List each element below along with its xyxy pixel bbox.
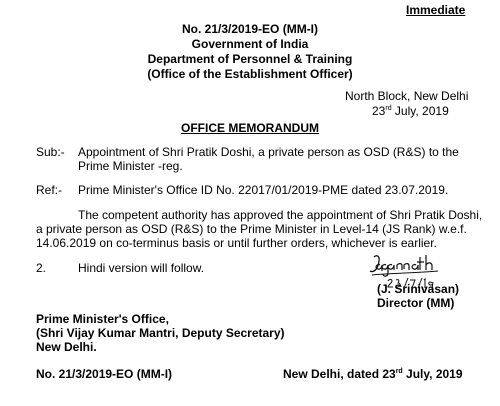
footer-date-prefix: New Delhi, dated 23 — [283, 367, 396, 381]
address-date-rest: July, 2019 — [391, 104, 449, 118]
address-date-day: 23 — [372, 104, 386, 118]
point-2-number: 2. — [36, 261, 47, 275]
header-government: Government of India — [191, 37, 309, 51]
subject-line-2: Prime Minister -reg. — [78, 159, 183, 173]
header-department: Department of Personnel & Training — [147, 52, 353, 66]
reference-label: Ref:- — [36, 183, 63, 197]
recipient-line-1: Prime Minister's Office, — [36, 312, 169, 326]
body-line-3: 14.06.2019 on co-terminus basis or until further orders, whichever is earlier. — [36, 236, 437, 250]
recipient-line-3: New Delhi. — [36, 340, 97, 354]
footer-file-number: No. 21/3/2019-EO (MM-I) — [36, 367, 173, 381]
footer-date-suffix: rd — [395, 368, 403, 375]
memo-title: OFFICE MEMORANDUM — [181, 121, 319, 135]
urgency-label: Immediate — [406, 3, 466, 17]
footer-place-date — [283, 367, 463, 381]
reference-text: Prime Minister's Office ID No. 22017/01/2019-PME dated 23.07.2019. — [78, 183, 449, 197]
signatory-designation: Director (MM) — [377, 296, 455, 310]
recipient-line-2: (Shri Vijay Kumar Mantri, Deputy Secretary) — [36, 326, 285, 340]
address-date-suffix: rd — [385, 105, 392, 112]
footer-date-rest: July, 2019 — [402, 367, 463, 381]
point-2-text: Hindi version will follow. — [78, 261, 205, 275]
header-office: (Office of the Establishment Officer) — [147, 67, 353, 81]
address-place: North Block, New Delhi — [345, 89, 469, 103]
subject-line-1: Appointment of Shri Pratik Doshi, a private person as OSD (R&S) to the — [78, 145, 459, 159]
signatory-name: (J. Srinivasan) — [377, 282, 460, 296]
subject-label: Sub:- — [36, 145, 65, 159]
header-file-number: No. 21/3/2019-EO (MM-I) — [181, 22, 319, 36]
address-date — [372, 104, 449, 118]
body-line-1: The competent authority has approved the appointment of Shri Pratik Doshi, — [78, 208, 483, 222]
body-line-2: a private person as OSD (R&S) to the Prime Minister in Level-14 (JS Rank) w.e.f. — [36, 222, 467, 236]
